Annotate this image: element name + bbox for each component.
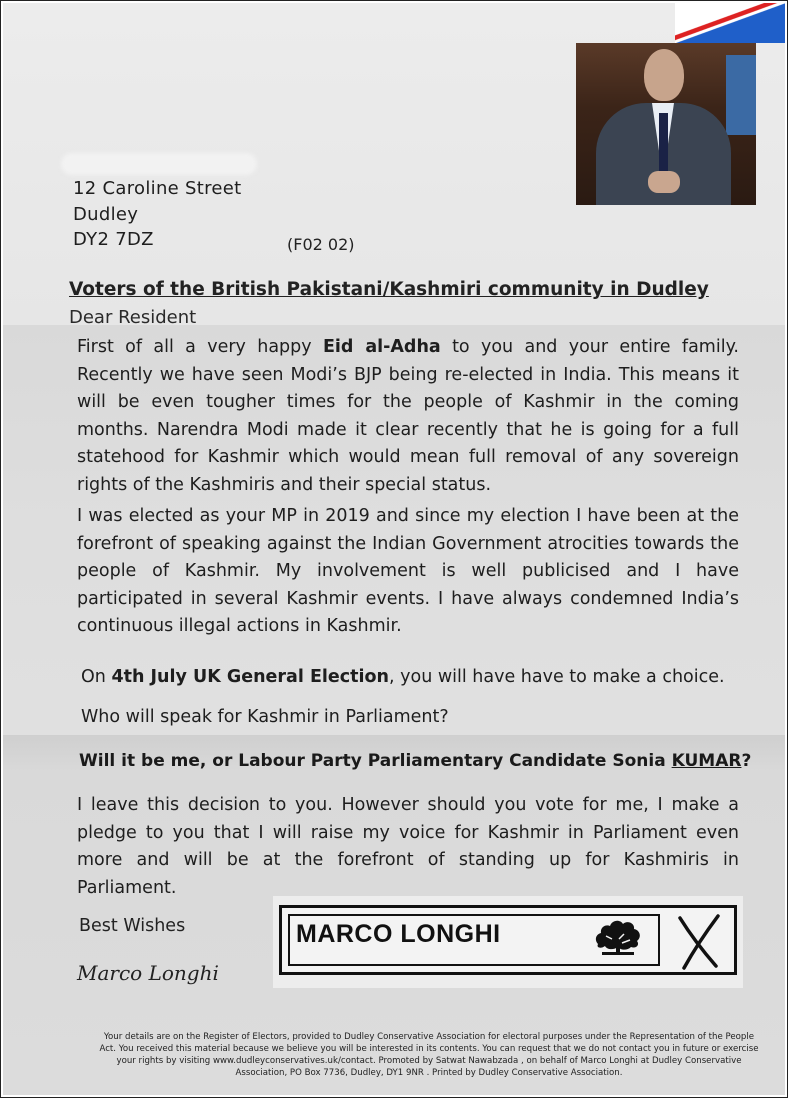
salutation: Dear Resident [69,307,197,328]
ballot-box [279,905,737,975]
paragraph-1 [77,334,739,499]
photo-tie [659,113,668,171]
election-pre: On [81,667,112,687]
address-line-3: DY2 7DZ [73,229,154,250]
election-date: 4th July UK General Election [111,667,389,687]
paragraph-1-post: to you and your entire family. Recently we have seen Modi’s BJP being re-elected in India. This means it will be even tougher times for the people of Kashmir in the coming months. Narendra Modi made it clear recently that he is going for a full statehood for Kashmir which would mean full removal of any sovereign rights of the Kashmiris and their special status. [77,337,739,495]
who-line: Who will speak for Kashmir in Parliament? [81,707,449,727]
photo-head [644,49,684,101]
paragraph-2: I was elected as your MP in 2019 and since my election I have been at the forefront of speaking against the Indian Government atrocities towards the people of Kashmir. My involvement is well publicised and I have participated in several Kashmir events. I have always condemned India’s continuous illegal actions in Kashmir. [77,506,739,636]
ballot-candidate-name: MARCO LONGHI [296,920,501,948]
redacted-name [61,153,257,175]
election-line [81,667,725,687]
eid-text: Eid al-Adha [322,337,441,357]
address-line-1: 12 Caroline Street [73,178,242,199]
leaflet-sheet [3,3,785,1095]
closing: Best Wishes [79,916,186,936]
opponent-surname: KUMAR [671,751,742,771]
question-text: Will it be me, or Labour Party Parliamentary Candidate Sonia [79,751,672,771]
conservative-tree-icon [592,914,644,956]
signature: Marco Longhi [77,961,219,985]
question-line [79,751,751,771]
photo-hands [648,171,680,193]
election-post: , you will have have to make a choice. [389,667,725,687]
background-figure [726,55,756,135]
imprint-text: Your details are on the Register of Electors, provided to Dudley Conservative Association for electoral purposes under the Representation of the People Act. You received this material because we believe you will be interested in its contents. You can request that we do not contact you in future or exercise your rights by visiting www.dudleyconservatives.uk/contact. Promoted by Satwat Nawabzada , on behalf of Marco Longhi at Dudley Conservative Association, PO Box 7736, Dudley, DY1 9NR . Printed by Dudley Conservative Association. [99,1032,759,1078]
corner-stripe-graphic [675,3,785,43]
x-mark-icon [672,912,726,970]
paragraph-3: I leave this decision to you. However should you vote for me, I make a pledge to you that I will raise my voice for Kashmir in Parliament even more and will be at the forefront of standing up for Kashmiris in Parliament. [77,795,739,898]
reference-code: (F02 02) [287,235,355,254]
question-mark: ? [741,751,752,771]
address-line-2: Dudley [73,204,139,225]
letter-heading: Voters of the British Pakistani/Kashmiri community in Dudley [69,279,709,300]
paragraph-1-pre: First of all a very happy [77,337,323,357]
candidate-photo [576,43,756,205]
